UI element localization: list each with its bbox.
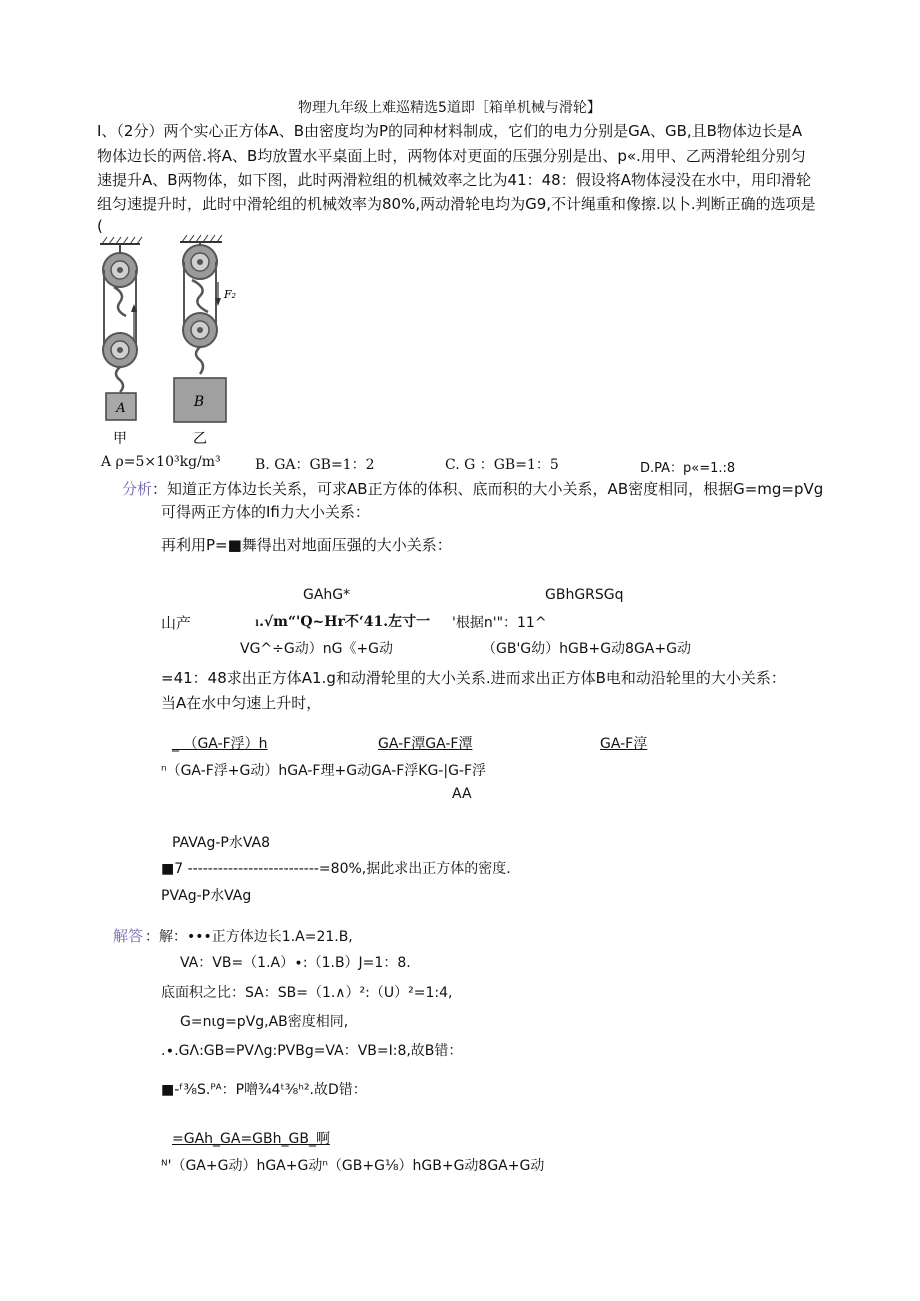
solution-line: 底面积之比：SA：SB=（1.∧）²:（U）²=1:4, — [161, 985, 453, 1001]
question-line: 物体边长的两倍.将A、B均放置水平桌面上时，两物体对更面的压强分别是出、p«.用甲、乙两滑轮组分别匀 — [97, 147, 806, 165]
caption-jia: 甲 — [113, 431, 127, 447]
ceiling-yi — [180, 235, 222, 242]
analysis-line: =41：48求出正方体A1.g和动滑轮里的大小关系.进而求出正方体B电和动沿轮里的大小关系： — [161, 669, 786, 687]
solution-line: ■-ᶠ³⁄₈S.ᴾᴬ：P噌¾4ᵗ³⁄₈ʰ².故D错： — [161, 1082, 367, 1098]
question-line: 速提升A、B两物体，如下图，此时两滑粒组的机械效率之比为41：48：假设将A物体浸没在水中，用印滑轮 — [97, 171, 811, 189]
caption-yi: 乙 — [193, 431, 207, 447]
fraction-denominator: VG^÷G动）nG《+G动 — [240, 641, 394, 657]
analysis-text: 山产 — [161, 614, 192, 632]
equation-line: ■7 --------------------------=80%,据此求出正方体的密度. — [161, 861, 511, 877]
fraction-numerator: GBhGRSGq — [545, 587, 624, 603]
equation-part: AA — [452, 786, 472, 802]
solution-line: .∙.GΛ:GB=PVΛg:PVBg=VA：VB=I:8,故B错： — [161, 1043, 463, 1059]
solution-line: G=nιg=pVg,AB密度相同, — [180, 1014, 349, 1030]
equation-denominator: ⁿ（GA-F浮+G动）hGA-F理+G动GA-F浮KG-|G-F浮 — [161, 763, 487, 779]
equation-line: PAVAg-P水VA8 — [172, 835, 271, 851]
analysis-garbled-formula: ₗ.√m“'Q~Hr不‘41.左寸一 — [255, 614, 431, 630]
option-a: A ρ=5×10³kg/m³ — [101, 454, 221, 470]
fraction-numerator: GAhG* — [303, 587, 351, 603]
equation-part: GA-F潭GA-F潭 — [378, 736, 473, 752]
force-f2-label: F₂ — [224, 288, 237, 301]
pulley-figure — [96, 232, 246, 450]
solution-line: ᴺ'（GA+G动）hGA+G动ⁿ（GB+G⅛）hGB+G动8GA+G动 — [161, 1158, 545, 1174]
ceiling-jia — [100, 237, 142, 244]
solution-label: 解答 — [113, 927, 144, 945]
solution-line: =GAh_GA=GBh_GB_啊 — [172, 1131, 330, 1147]
block-b-label: B — [193, 394, 205, 410]
analysis-label: 分析 — [122, 480, 153, 498]
page-title: 物理九年级上难巡精选5道即［箱单机械与滑轮】 — [298, 100, 601, 116]
equation-line: PVAg-P水VAg — [161, 888, 252, 904]
solution-line: VA：VB=（1.A）∙:（1.B）J=1：8. — [180, 955, 411, 971]
question-line: ( — [97, 217, 103, 235]
equation-numerator — [290, 733, 600, 753]
analysis-line: 再利用P=■舞得出对地面压强的大小关系： — [161, 536, 452, 554]
analysis-text: '根据n'"：11^ — [452, 615, 547, 631]
analysis-line: ：知道正方体边长关系，可求AB正方体的体积、底而积的大小关系，AB密度相同，根据G=mg=pVg — [152, 480, 824, 498]
block-a-label: A — [116, 401, 126, 416]
equation-numerator: _ （GA-F浮）h — [172, 736, 268, 752]
solution-line: ：解：•••正方体边长1.A=21.B, — [145, 929, 353, 945]
analysis-line: 当A在水中匀速上升时， — [161, 694, 322, 712]
analysis-line: 可得两正方体的Ifi力大小关系： — [161, 503, 370, 521]
option-b: B. GA：GB=1：2 — [255, 457, 375, 473]
fraction-denominator: （GB'G幼）hGB+G动8GA+G动 — [482, 641, 691, 657]
question-line: 组匀速提升时，此时中滑轮组的机械效率为80%,两动滑轮电均为G9,不计绳重和像擦.以卜.判断正确的选项是 — [97, 195, 816, 213]
option-c: C. G ：GB=1：5 — [445, 457, 559, 473]
equation-numerator: GA-F淳 — [600, 736, 648, 752]
question-line: I、（2分）两个实心正方体A、B由密度均为P的同种材料制成，它们的电力分别是GA、GB,且B物体边长是A — [97, 122, 803, 140]
option-d: D.PA：p«=1.:8 — [640, 461, 736, 476]
